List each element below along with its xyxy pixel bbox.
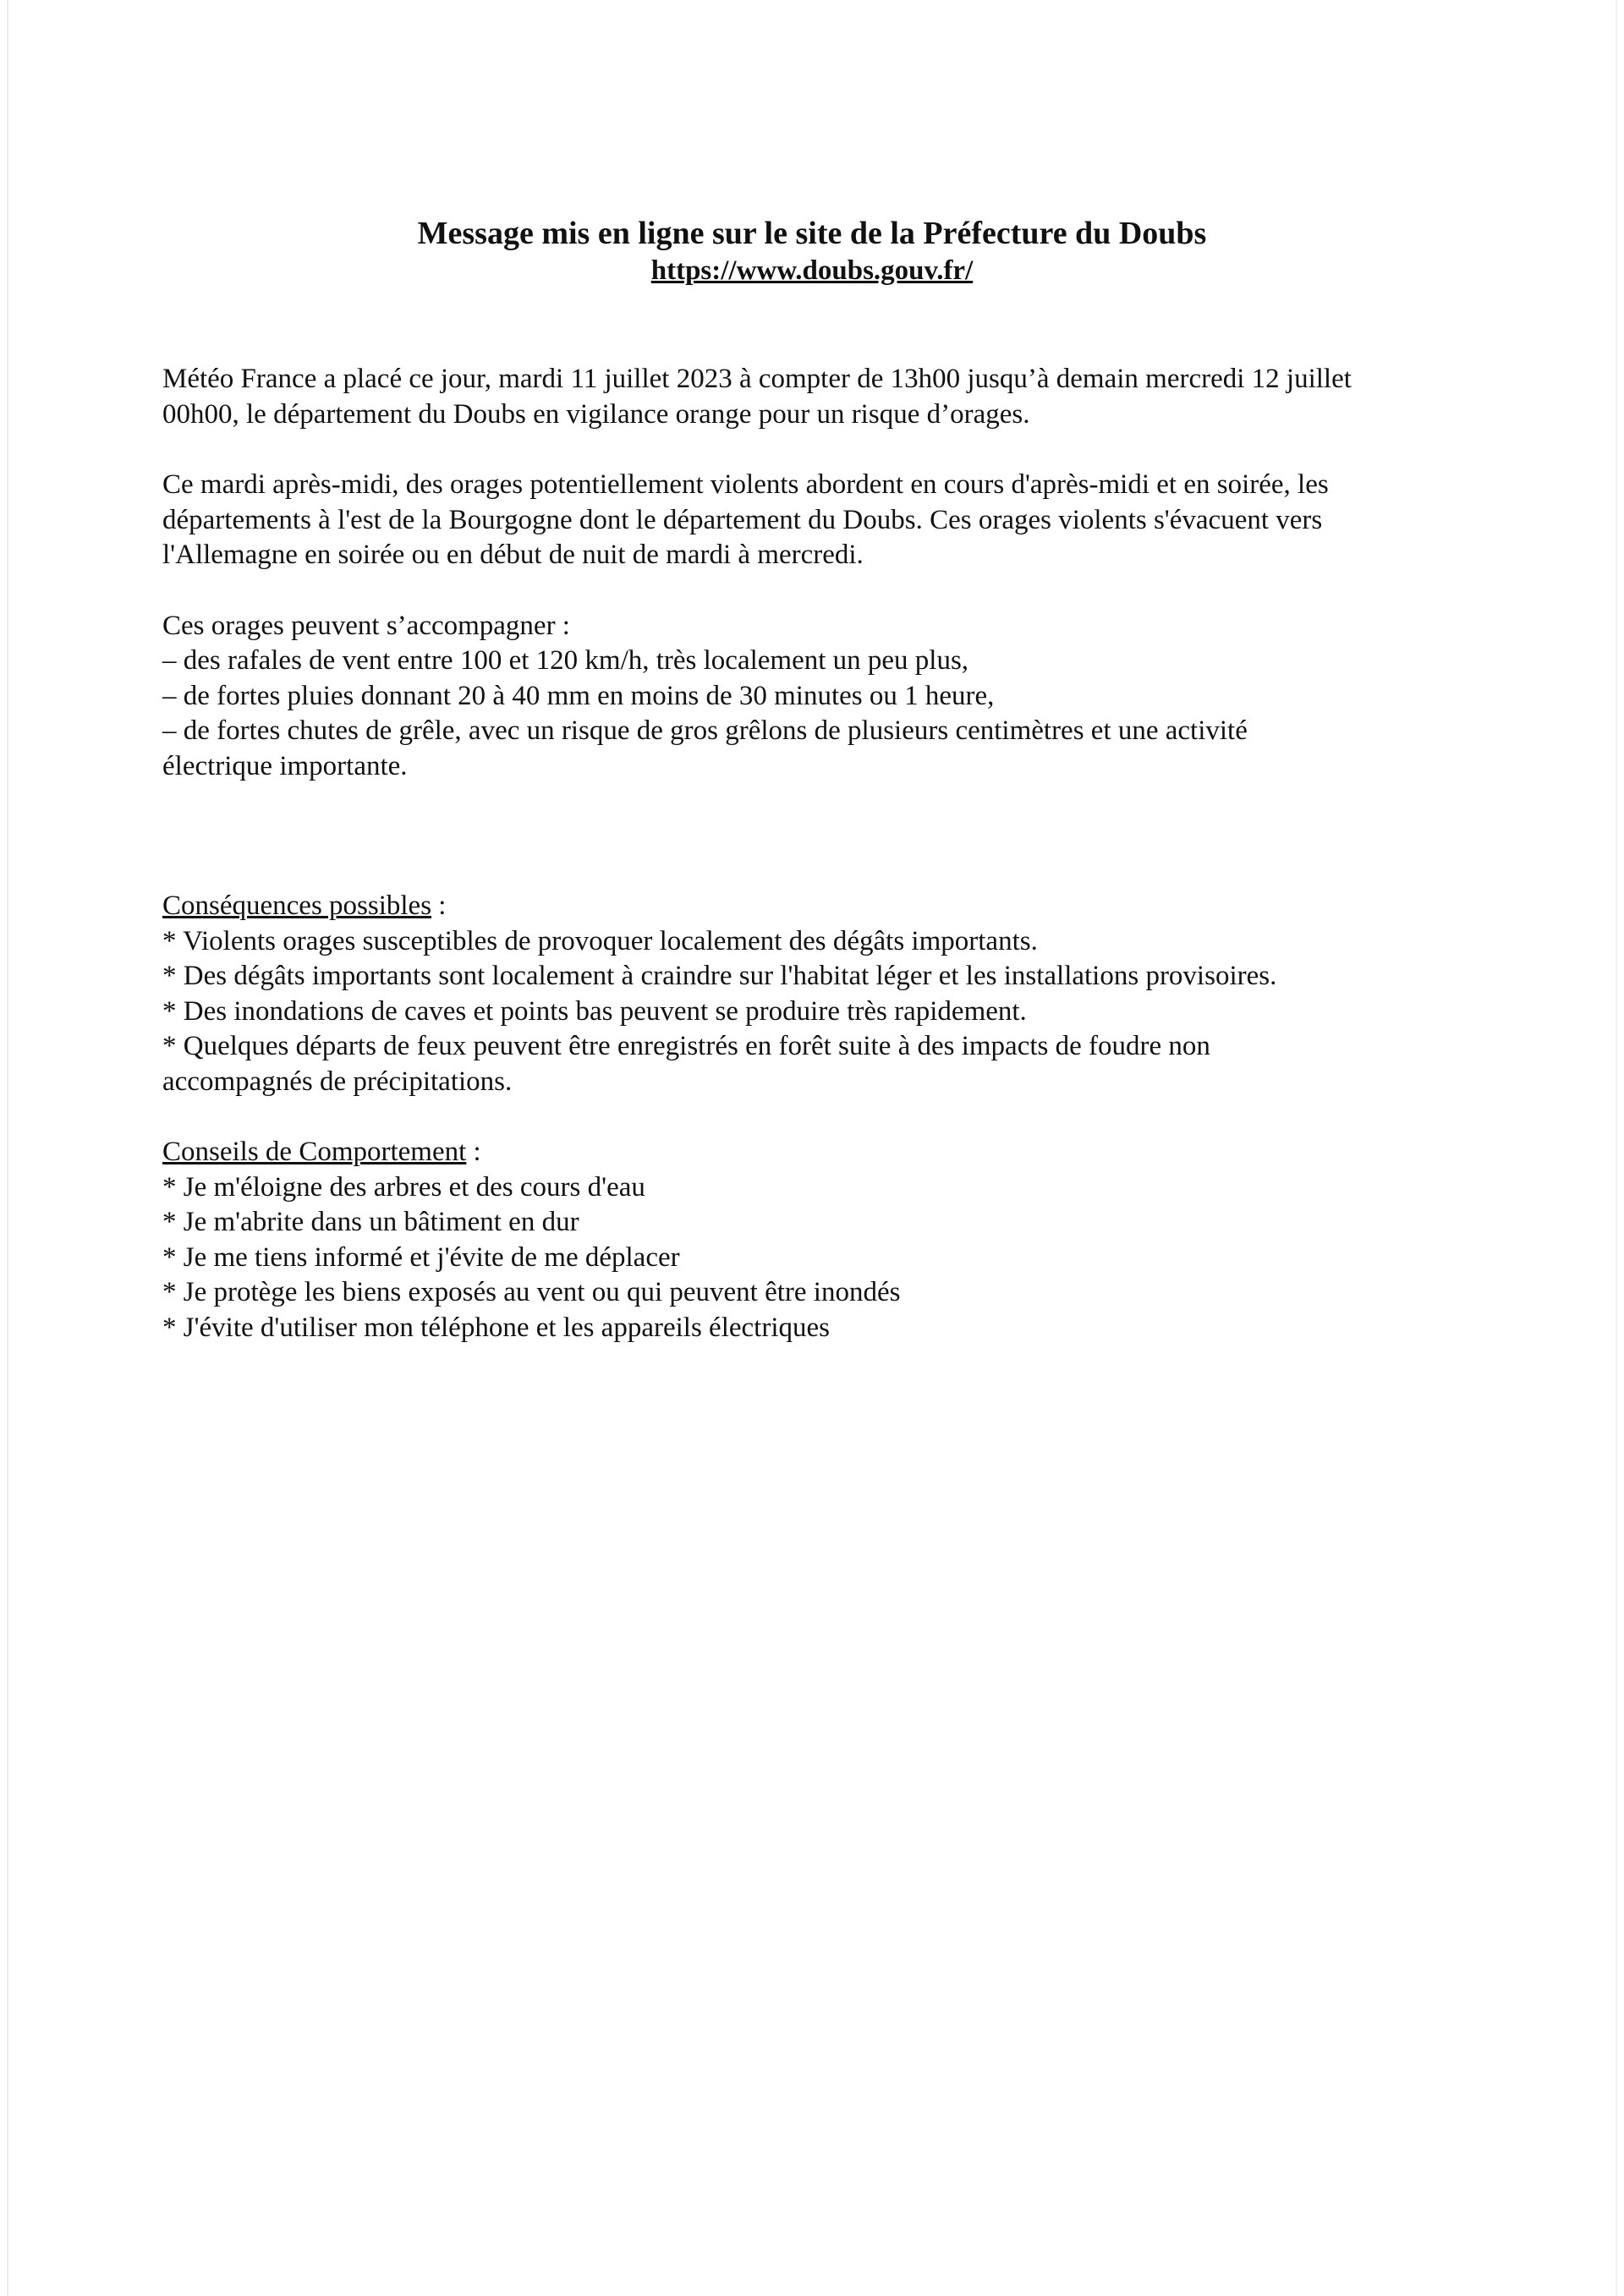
consequences-heading-line [162,889,1482,924]
scan-left-edge [7,0,8,2296]
scan-right-edge [1616,0,1617,2296]
consequence-item: * Des dégâts importants sont localement à craindre sur l'habitat léger et les installations provisoires. [162,961,1277,991]
effects-intro: Ces orages peuvent s’accompagner : [162,610,570,641]
text-line: départements à l'est de la Bourgogne dont le département du Doubs. Ces orages violents s'évacuent vers [162,504,1323,535]
text-line: 00h00, le département du Doubs en vigilance orange pour un risque d’orages. [162,398,1030,430]
consequence-item: * Violents orages susceptibles de provoquer localement des dégâts importants. [162,925,1038,956]
effects-item: – de fortes chutes de grêle, avec un risque de gros grêlons de plusieurs centimètres et une activité [162,715,1248,746]
document-title: Message mis en ligne sur le site de la Préfecture du Doubs [417,216,1207,251]
intro-paragraph [162,362,1482,432]
advice-item: * Je me tiens informé et j'évite de me déplacer [162,1241,680,1273]
advice-item: * Je protège les biens exposés au vent ou qui peuvent être inondés [162,1277,901,1307]
consequences-heading: Conséquences possibles [162,890,432,921]
advice-item: * Je m'éloigne des arbres et des cours d'eau [162,1171,645,1203]
consequence-item: * Quelques départs de feux peuvent être enregistrés en forêt suite à des impacts de foudre non [162,1031,1210,1061]
consequence-item: * Des inondations de caves et points bas peuvent se produire très rapidement. [162,995,1027,1027]
text-line: l'Allemagne en soirée ou en début de nuit de mardi à mercredi. [162,540,864,570]
heading-colon: : [466,1137,481,1167]
text-line: Météo France a placé ce jour, mardi 11 juillet 2023 à compter de 13h00 jusqu’à demain mercredi 12 juillet [162,364,1352,394]
effects-item: – de fortes pluies donnant 20 à 40 mm en moins de 30 minutes ou 1 heure, [162,680,995,711]
heading-colon: : [431,890,447,921]
document-body [162,362,1482,1345]
consequences-section [162,889,1482,1099]
prefecture-url: https://www.doubs.gouv.fr/ [650,255,974,286]
effects-paragraph [162,609,1482,785]
advice-item: * Je m'abrite dans un bâtiment en dur [162,1207,579,1237]
advice-section [162,1135,1482,1345]
document-header [0,213,1624,288]
effects-item: électrique importante. [162,750,408,781]
effects-item: – des rafales de vent entre 100 et 120 km/h, très localement un peu plus, [162,645,969,676]
consequence-item: accompagnés de précipitations. [162,1066,513,1097]
situation-paragraph [162,468,1482,573]
advice-heading: Conseils de Comportement [162,1137,467,1167]
text-line: Ce mardi après-midi, des orages potentiellement violents abordent en cours d'après-midi et en soirée, les [162,469,1329,500]
advice-item: * J'évite d'utiliser mon téléphone et les appareils électriques [162,1312,830,1343]
advice-heading-line [162,1135,1482,1170]
